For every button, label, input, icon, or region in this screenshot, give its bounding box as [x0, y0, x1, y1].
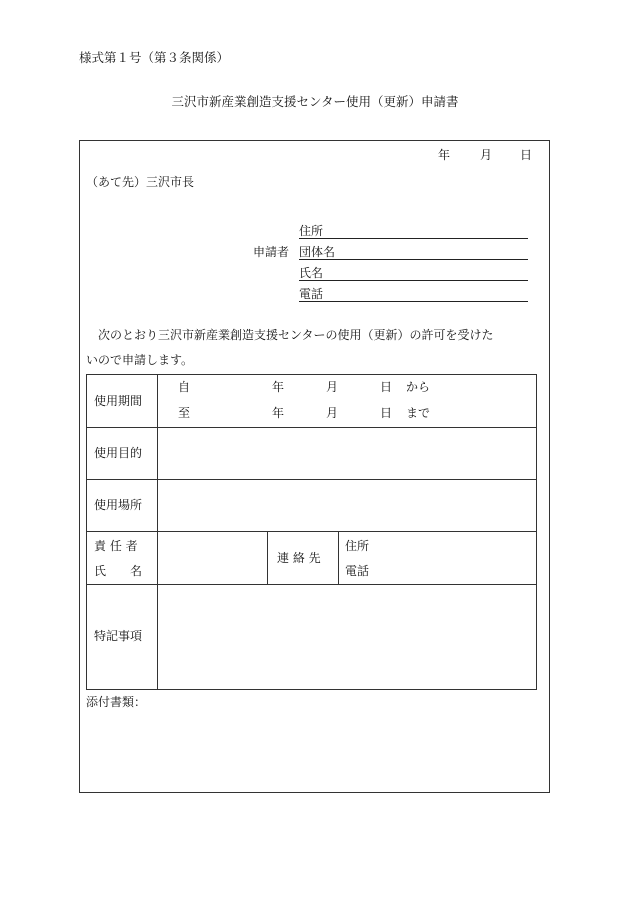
date-year-label: 年	[438, 148, 451, 162]
table-column-divider	[267, 531, 268, 584]
attachments-label: 添付書類：	[86, 695, 147, 709]
contact-phone-label: 電話	[345, 564, 370, 578]
place-field[interactable]	[158, 480, 536, 531]
period-from-prefix: 自	[178, 380, 191, 394]
purpose-label: 使用目的	[94, 446, 143, 460]
statement-line-2: いので申請します。	[86, 353, 194, 367]
document-title: 三沢市新産業創造支援センター使用（更新）申請書	[171, 94, 459, 109]
responsible-name-field[interactable]	[158, 532, 267, 584]
applicant-address-label: 住所	[299, 224, 324, 238]
applicant-address-line[interactable]	[299, 238, 528, 239]
period-to-suffix: まで	[406, 406, 431, 420]
period-from-suffix: から	[406, 380, 431, 394]
date-month-label: 月	[480, 148, 493, 162]
period-from-day: 日	[380, 380, 393, 394]
applicant-organization-line[interactable]	[299, 259, 528, 260]
applicant-label: 申請者	[253, 245, 290, 259]
period-to-day: 日	[380, 406, 393, 420]
period-label: 使用期間	[94, 394, 143, 408]
period-to-year: 年	[272, 406, 285, 420]
contact-label: 連 絡 先	[277, 551, 321, 565]
period-to-prefix: 至	[178, 406, 191, 420]
date-day-label: 日	[520, 148, 533, 162]
period-from-year: 年	[272, 380, 285, 394]
contact-address-label: 住所	[345, 539, 370, 553]
statement-line-1: 次のとおり三沢市新産業創造支援センターの使用（更新）の許可を受けた	[98, 328, 494, 342]
table-column-divider	[338, 531, 339, 584]
remarks-label: 特記事項	[94, 629, 143, 643]
remarks-field[interactable]	[158, 585, 536, 689]
responsible-label-line-1: 責 任 者	[94, 539, 138, 553]
applicant-phone-label: 電話	[299, 287, 324, 301]
applicant-phone-line[interactable]	[299, 301, 528, 302]
period-from-month: 月	[326, 380, 339, 394]
period-to-month: 月	[326, 406, 339, 420]
purpose-field[interactable]	[158, 428, 536, 479]
form-number: 様式第１号（第３条関係）	[79, 50, 230, 65]
applicant-name-label: 氏名	[299, 266, 324, 280]
applicant-name-line[interactable]	[299, 280, 528, 281]
place-label: 使用場所	[94, 498, 143, 512]
table-row-divider	[86, 531, 537, 532]
responsible-label-line-2: 氏 名	[94, 564, 143, 578]
addressee: （あて先）三沢市長	[86, 175, 195, 189]
applicant-organization-label: 団体名	[299, 245, 336, 259]
